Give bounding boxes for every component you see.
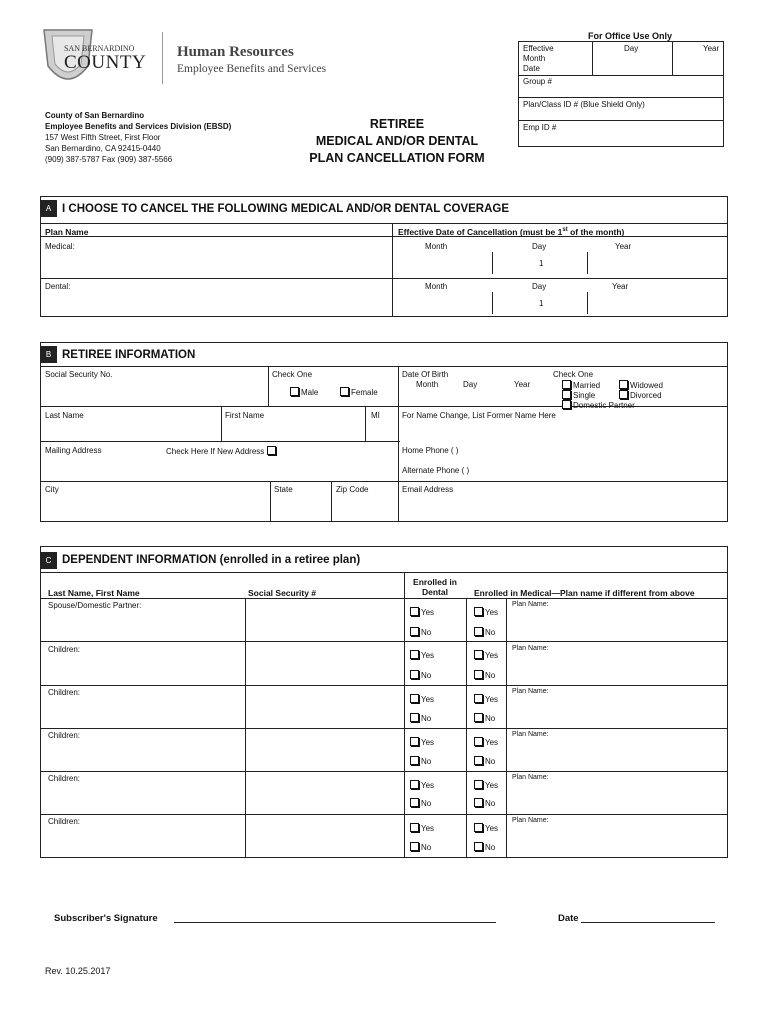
- section-b-title: RETIREE INFORMATION: [62, 349, 196, 361]
- section-c-badge: C: [40, 552, 57, 569]
- divorced-checkbox[interactable]: Divorced: [619, 390, 662, 400]
- county-logo: [38, 26, 158, 90]
- single-checkbox[interactable]: Single: [562, 390, 595, 400]
- dental-yes-checkbox[interactable]: Yes: [410, 694, 434, 704]
- dental-plan-label: Dental:: [45, 282, 71, 291]
- dependent-name-field[interactable]: Children:: [48, 774, 81, 783]
- medical-yes-checkbox[interactable]: Yes: [474, 737, 498, 747]
- medical-no-checkbox[interactable]: No: [474, 670, 495, 680]
- zip-field[interactable]: Zip Code: [336, 485, 369, 494]
- dept-title: Human Resources: [177, 44, 294, 60]
- medical-yes-checkbox[interactable]: Yes: [474, 607, 498, 617]
- mailing-address-field[interactable]: Mailing Address: [45, 446, 102, 455]
- group-number-field[interactable]: Group #: [523, 77, 552, 86]
- dental-no-checkbox[interactable]: No: [410, 713, 431, 723]
- first-name-field[interactable]: First Name: [225, 411, 265, 420]
- plan-class-id-field[interactable]: Plan/Class ID # (Blue Shield Only): [523, 100, 645, 109]
- dental-no-checkbox[interactable]: No: [410, 756, 431, 766]
- medical-day-value[interactable]: 1: [539, 259, 544, 268]
- dental-yes-checkbox[interactable]: Yes: [410, 780, 434, 790]
- section-a-badge: A: [40, 200, 57, 217]
- ssn-field[interactable]: Social Security No.: [45, 370, 113, 379]
- signature-label: Subscriber's Signature: [54, 913, 158, 924]
- dental-yes-checkbox[interactable]: Yes: [410, 823, 434, 833]
- former-name-field[interactable]: For Name Change, List Former Name Here: [402, 411, 556, 420]
- dental-yes-checkbox[interactable]: Yes: [410, 650, 434, 660]
- dental-yes-checkbox[interactable]: Yes: [410, 607, 434, 617]
- medical-no-checkbox[interactable]: No: [474, 713, 495, 723]
- dental-no-checkbox[interactable]: No: [410, 670, 431, 680]
- married-checkbox[interactable]: Married: [562, 380, 600, 390]
- signature-line[interactable]: [174, 922, 496, 923]
- medical-no-checkbox[interactable]: No: [474, 627, 495, 637]
- plan-name-field[interactable]: Plan Name:: [512, 774, 549, 781]
- plan-name-field[interactable]: Plan Name:: [512, 645, 549, 652]
- plan-name-field[interactable]: Plan Name:: [512, 688, 549, 695]
- dependent-name-field[interactable]: Children:: [48, 645, 81, 654]
- widowed-checkbox[interactable]: Widowed: [619, 380, 663, 390]
- mi-field[interactable]: MI: [371, 411, 380, 420]
- home-phone-field[interactable]: Home Phone ( ): [402, 446, 459, 455]
- dental-day-value[interactable]: 1: [539, 299, 544, 308]
- dob-field[interactable]: Date Of Birth: [402, 370, 449, 379]
- form-title: RETIREE MEDICAL AND/OR DENTAL PLAN CANCELLATION FORM: [309, 117, 485, 165]
- dental-yes-checkbox[interactable]: Yes: [410, 737, 434, 747]
- logo-text-top: SAN BERNARDINO: [64, 44, 135, 53]
- dental-no-checkbox[interactable]: No: [410, 798, 431, 808]
- domestic-partner-checkbox[interactable]: Domestic Partner: [562, 400, 635, 410]
- plan-name-field[interactable]: Plan Name:: [512, 817, 549, 824]
- new-address-checkbox[interactable]: Check Here If New Address: [166, 446, 278, 456]
- dependent-name-field[interactable]: Children:: [48, 688, 81, 697]
- medical-no-checkbox[interactable]: No: [474, 756, 495, 766]
- state-field[interactable]: State: [274, 485, 293, 494]
- medical-yes-checkbox[interactable]: Yes: [474, 823, 498, 833]
- date-line[interactable]: [581, 922, 715, 923]
- section-c-title: DEPENDENT INFORMATION (enrolled in a retiree plan): [62, 554, 361, 566]
- last-name-field[interactable]: Last Name: [45, 411, 84, 420]
- dependent-name-field[interactable]: Spouse/Domestic Partner:: [48, 601, 142, 610]
- alt-phone-field[interactable]: Alternate Phone ( ): [402, 466, 470, 475]
- medical-yes-checkbox[interactable]: Yes: [474, 780, 498, 790]
- dental-no-checkbox[interactable]: No: [410, 842, 431, 852]
- section-b-badge: B: [40, 346, 57, 363]
- male-checkbox[interactable]: Male: [290, 387, 318, 397]
- female-checkbox[interactable]: Female: [340, 387, 378, 397]
- logo-text-main: COUNTY: [64, 52, 147, 73]
- city-field[interactable]: City: [45, 485, 59, 494]
- section-a-title: I CHOOSE TO CANCEL THE FOLLOWING MEDICAL AND/OR DENTAL COVERAGE: [62, 203, 510, 215]
- plan-name-field[interactable]: Plan Name:: [512, 601, 549, 608]
- medical-yes-checkbox[interactable]: Yes: [474, 650, 498, 660]
- emp-id-field[interactable]: Emp ID #: [523, 123, 557, 132]
- dependent-name-field[interactable]: Children:: [48, 731, 81, 740]
- plan-name-field[interactable]: Plan Name:: [512, 731, 549, 738]
- medical-yes-checkbox[interactable]: Yes: [474, 694, 498, 704]
- dependent-name-field[interactable]: Children:: [48, 817, 81, 826]
- medical-plan-label: Medical:: [45, 242, 75, 251]
- medical-no-checkbox[interactable]: No: [474, 798, 495, 808]
- medical-no-checkbox[interactable]: No: [474, 842, 495, 852]
- date-label: Date: [558, 913, 579, 924]
- dental-no-checkbox[interactable]: No: [410, 627, 431, 637]
- revision-label: Rev. 10.25.2017: [45, 966, 111, 976]
- subdept-title: Employee Benefits and Services: [177, 63, 327, 75]
- email-field[interactable]: Email Address: [402, 485, 454, 494]
